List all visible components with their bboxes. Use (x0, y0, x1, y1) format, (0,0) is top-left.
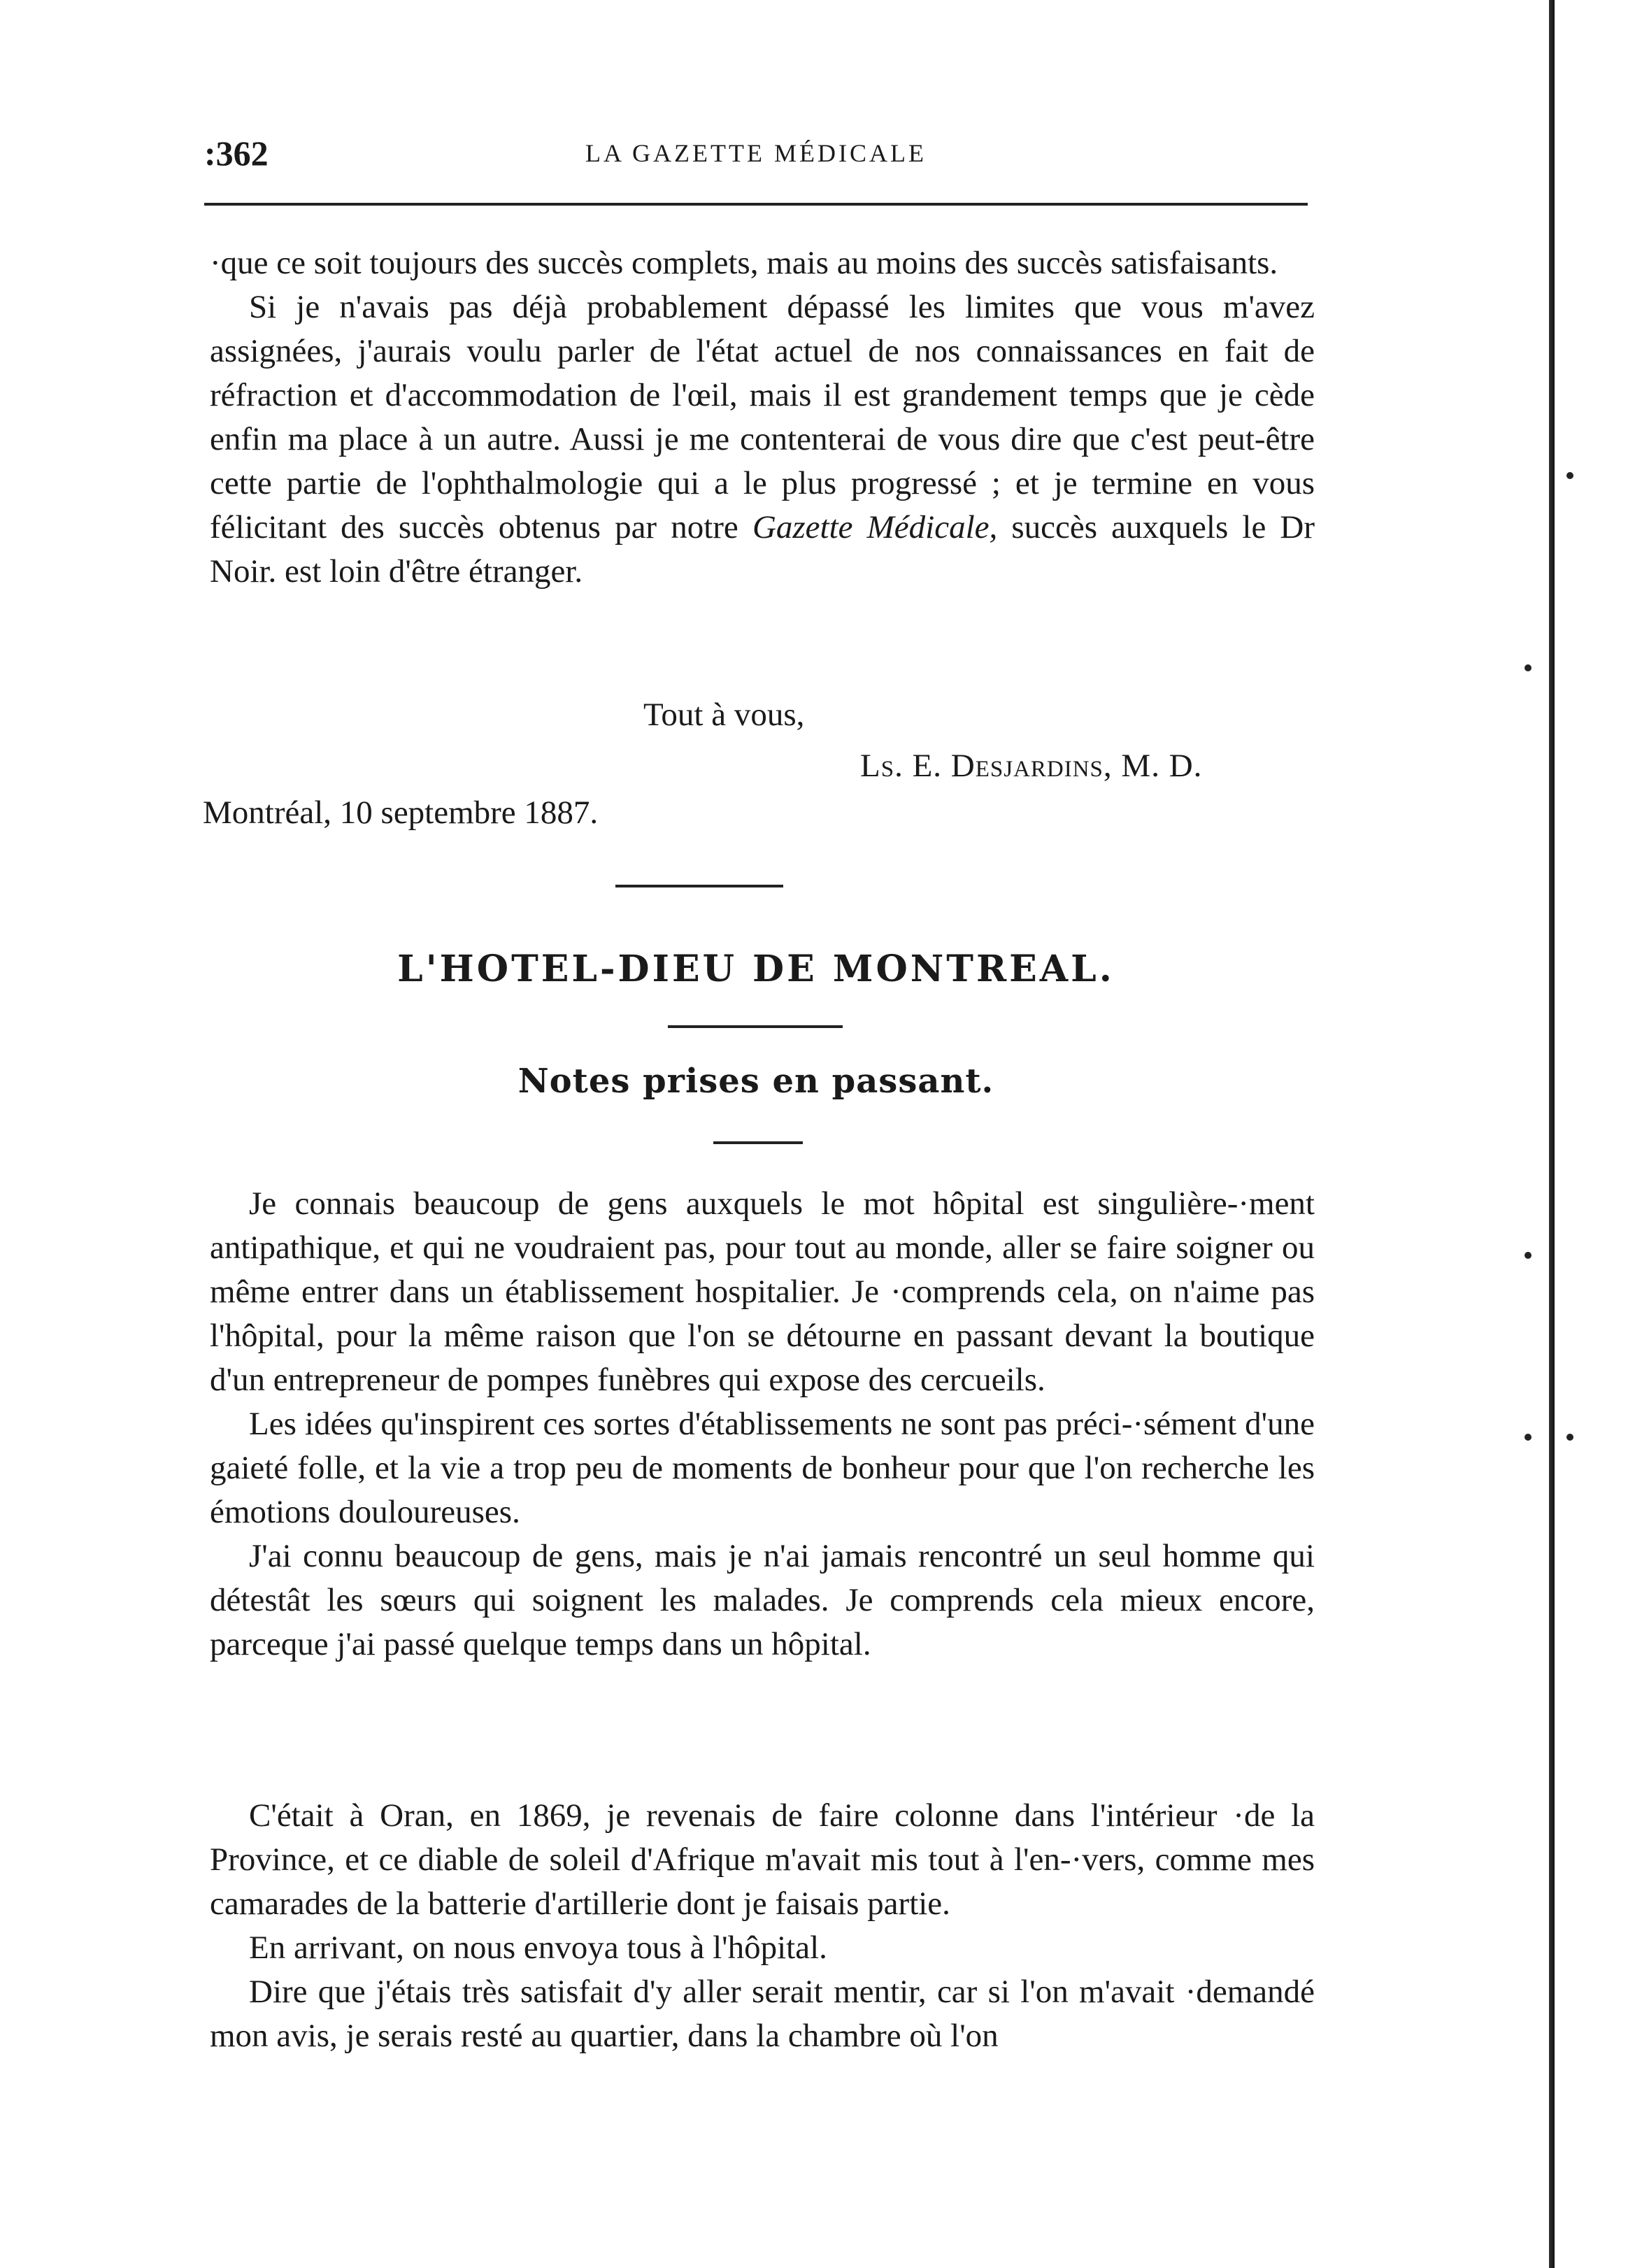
scan-speck (1525, 664, 1532, 671)
letter-paragraph: ·que ce soit toujours des succès complets, mais au moins des succès satisfaisants. (210, 245, 1278, 281)
article-paragraph: C'était à Oran, en 1869, je revenais de faire colonne dans l'intérieur ·de la Province, et ce diable de soleil d'Afrique m'avait mis tout à l'en-·vers, comme mes camarades de la batterie d'artillerie dont je faisais partie. (210, 1797, 1315, 1922)
letter-text: succès auxquels le Dr Noir. est loin d'être étranger. (210, 509, 1315, 590)
journal-name: Gazette Médicale, (752, 509, 998, 545)
article-title: L'HOTEL-DIEU DE MONTREAL. (397, 948, 1115, 990)
article-paragraph: Je connais beaucoup de gens auxquels le mot hôpital est singulière-·ment antipathique, et qui ne voudraient pas, pour tout au monde, aller se faire soigner ou même entrer dans un établissement hospitalier. Je ·comprends cela, on n'aime pas l'hôpital, pour la même raison que l'on se détourne en passant devant la boutique d'un entrepreneur de pompes funèbres qui expose des cercueils. (210, 1185, 1315, 1398)
page-header (204, 133, 1308, 182)
letter-text: Si je n'avais pas déjà probablement dépassé les limites que vous m'avez assignées, j'aurais voulu parler de l'état actuel de nos connaissances en fait de réfraction et d'accommodation de l'œil, mais il est grandement temps que je cède enfin ma place à un autre. Aussi je me contenterai de vous dire que c'est peut-être cette partie de l'ophthalmologie qui a le plus progressé ; et je termine en vous félicitant des succès obtenus par notre (210, 289, 1315, 545)
article-paragraph: Dire que j'étais très satisfait d'y aller serait mentir, car si l'on m'avait ·demandé mon avis, je serais resté au quartier, dans la chambre où l'on (210, 1974, 1315, 2054)
letter-dateline: Montréal, 10 septembre 1887. (203, 794, 599, 831)
scan-speck (1566, 1434, 1573, 1441)
letter-body (210, 241, 1315, 594)
subtitle-divider (713, 1141, 803, 1144)
header-rule (204, 203, 1308, 206)
scan-speck (1525, 1434, 1532, 1441)
letter-closing: Tout à vous, (643, 697, 805, 733)
article-paragraph: J'ai connu beaucoup de gens, mais je n'ai jamais rencontré un seul homme qui détestât les sœurs qui soignent les malades. Je comprends cela mieux encore, parceque j'ai passé quelque temps dans un hôpital. (210, 1538, 1315, 1662)
article-section-1 (210, 1182, 1315, 1667)
running-title: LA GAZETTE MÉDICALE (585, 139, 927, 167)
letter-paragraph (210, 285, 1315, 594)
section-divider (615, 885, 783, 887)
scan-speck (1566, 472, 1573, 479)
article-section-2 (210, 1794, 1315, 2058)
page-number: :362 (204, 134, 269, 173)
article-subtitle: Notes prises en passant. (517, 1062, 994, 1101)
title-divider (668, 1025, 843, 1028)
article-paragraph: Les idées qu'inspirent ces sortes d'établissements ne sont pas préci-·sément d'une gaieté folle, et la vie a trop peu de moments de bonheur pour que l'on recherche les émotions douloureuses. (210, 1406, 1315, 1530)
letter-signature: Ls. E. Desjardins, M. D. (860, 748, 1203, 784)
article-paragraph: En arrivant, on nous envoya tous à l'hôpital. (249, 1930, 827, 1966)
scan-edge (1549, 0, 1555, 2268)
scan-speck (1525, 1252, 1532, 1259)
